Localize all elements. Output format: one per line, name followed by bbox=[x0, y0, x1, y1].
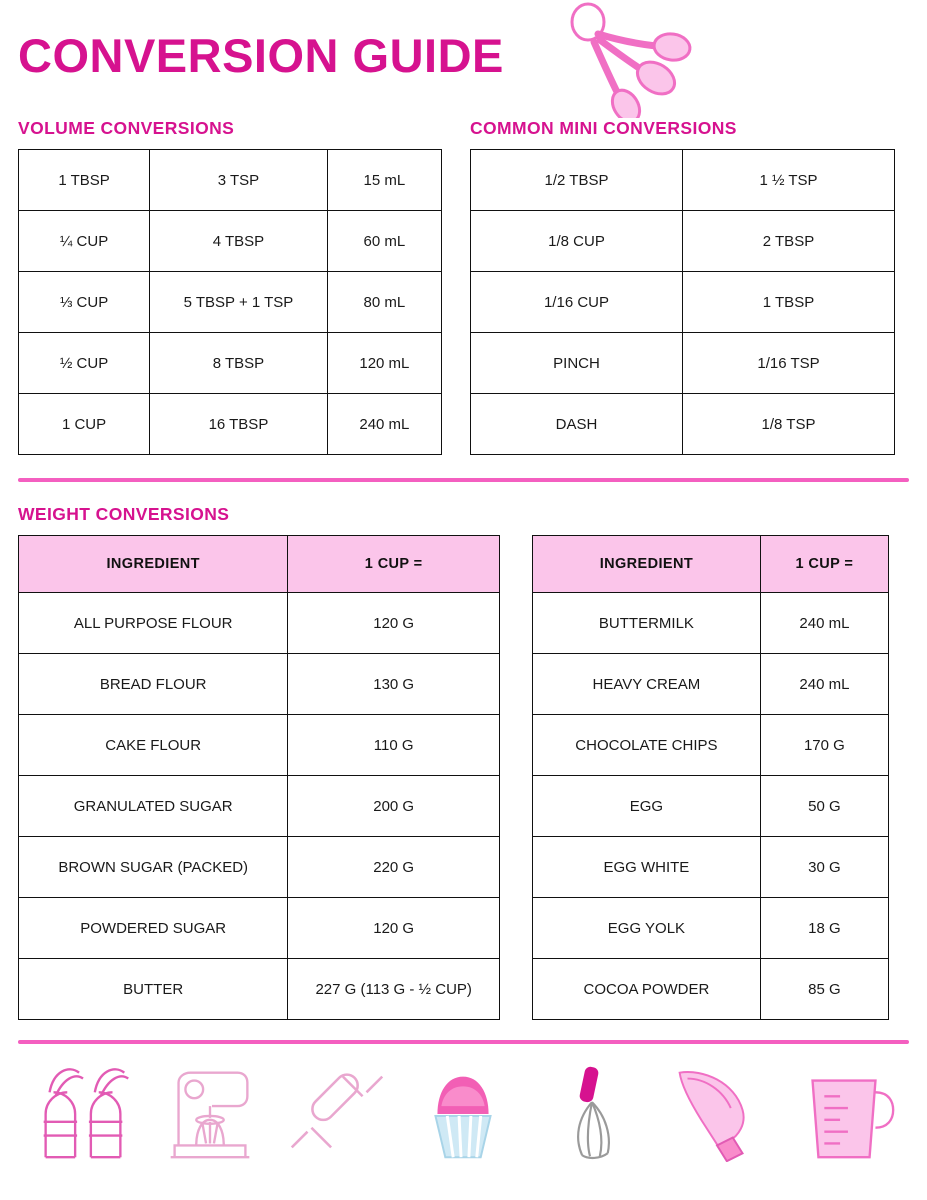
volume-conversions-table bbox=[18, 149, 442, 455]
piping-bag-icon bbox=[658, 1054, 776, 1162]
table-cell: 1 TBSP bbox=[683, 272, 895, 333]
table-row bbox=[19, 776, 500, 837]
table-cell: 4 TBSP bbox=[150, 211, 328, 272]
table-cell: COCOA POWDER bbox=[533, 959, 761, 1020]
table-row bbox=[533, 715, 889, 776]
table-row bbox=[471, 272, 895, 333]
table-row bbox=[19, 394, 442, 455]
table-cell: 220 G bbox=[288, 837, 500, 898]
table-cell: HEAVY CREAM bbox=[533, 654, 761, 715]
table-cell: 15 mL bbox=[327, 150, 441, 211]
measuring-spoons-icon bbox=[538, 0, 698, 118]
cupcake-icon bbox=[404, 1054, 522, 1162]
table-row bbox=[471, 211, 895, 272]
table-cell: EGG bbox=[533, 776, 761, 837]
table-cell: BUTTERMILK bbox=[533, 593, 761, 654]
table-row bbox=[533, 593, 889, 654]
table-cell: 1/8 CUP bbox=[471, 211, 683, 272]
column-header-ingredient: INGREDIENT bbox=[19, 536, 288, 593]
table-cell: 5 TBSP + 1 TSP bbox=[150, 272, 328, 333]
table-cell: 240 mL bbox=[760, 654, 888, 715]
table-cell: ⅓ CUP bbox=[19, 272, 150, 333]
table-row bbox=[19, 272, 442, 333]
table-cell: POWDERED SUGAR bbox=[19, 898, 288, 959]
page-header bbox=[18, 0, 909, 118]
table-cell: CAKE FLOUR bbox=[19, 715, 288, 776]
table-row bbox=[533, 776, 889, 837]
table-row bbox=[19, 654, 500, 715]
table-row bbox=[19, 150, 442, 211]
table-row bbox=[19, 898, 500, 959]
table-cell: 130 G bbox=[288, 654, 500, 715]
weight-conversions-table-left bbox=[18, 535, 500, 1020]
table-header-row bbox=[19, 536, 500, 593]
whisk-icon bbox=[531, 1054, 649, 1162]
table-cell: 227 G (113 G - ½ CUP) bbox=[288, 959, 500, 1020]
table-row bbox=[19, 211, 442, 272]
footer-icon-strip bbox=[18, 1054, 909, 1162]
table-cell: 170 G bbox=[760, 715, 888, 776]
table-cell: ALL PURPOSE FLOUR bbox=[19, 593, 288, 654]
table-cell: EGG WHITE bbox=[533, 837, 761, 898]
table-cell: 1 TBSP bbox=[19, 150, 150, 211]
table-cell: DASH bbox=[471, 394, 683, 455]
table-cell: 120 mL bbox=[327, 333, 441, 394]
footer-divider bbox=[18, 1040, 909, 1044]
table-row bbox=[19, 837, 500, 898]
volume-section-heading: VOLUME CONVERSIONS bbox=[18, 118, 235, 138]
table-row bbox=[471, 394, 895, 455]
weight-conversions-table-right bbox=[532, 535, 889, 1020]
measuring-cup-icon bbox=[785, 1054, 903, 1162]
table-cell: EGG YOLK bbox=[533, 898, 761, 959]
section-divider bbox=[18, 478, 909, 482]
table-cell: GRANULATED SUGAR bbox=[19, 776, 288, 837]
table-row bbox=[533, 898, 889, 959]
table-row bbox=[19, 593, 500, 654]
column-header-amount: 1 CUP = bbox=[760, 536, 888, 593]
table-cell: 1/2 TBSP bbox=[471, 150, 683, 211]
weight-table-right-wrapper bbox=[532, 535, 889, 1020]
table-cell: 16 TBSP bbox=[150, 394, 328, 455]
column-header-ingredient: INGREDIENT bbox=[533, 536, 761, 593]
table-row bbox=[533, 837, 889, 898]
mini-section-heading: COMMON MINI CONVERSIONS bbox=[470, 118, 737, 138]
table-cell: 50 G bbox=[760, 776, 888, 837]
table-cell: 30 G bbox=[760, 837, 888, 898]
table-row bbox=[19, 959, 500, 1020]
table-row bbox=[19, 715, 500, 776]
stand-mixer-icon bbox=[151, 1054, 269, 1162]
table-row bbox=[19, 333, 442, 394]
table-cell: 8 TBSP bbox=[150, 333, 328, 394]
table-row bbox=[471, 150, 895, 211]
table-cell: 80 mL bbox=[327, 272, 441, 333]
table-cell: 60 mL bbox=[327, 211, 441, 272]
table-cell: 1/16 TSP bbox=[683, 333, 895, 394]
table-cell: 120 G bbox=[288, 593, 500, 654]
table-row bbox=[533, 654, 889, 715]
rolling-pins-crossed-icon bbox=[24, 1054, 142, 1162]
table-cell: 1/8 TSP bbox=[683, 394, 895, 455]
table-cell: 18 G bbox=[760, 898, 888, 959]
table-cell: 2 TBSP bbox=[683, 211, 895, 272]
page-title: CONVERSION GUIDE bbox=[18, 29, 504, 82]
table-row bbox=[533, 959, 889, 1020]
table-cell: 240 mL bbox=[760, 593, 888, 654]
weight-section-heading: WEIGHT CONVERSIONS bbox=[18, 504, 230, 524]
mini-conversions-section bbox=[470, 118, 895, 455]
table-cell: 1 ½ TSP bbox=[683, 150, 895, 211]
table-cell: ½ CUP bbox=[19, 333, 150, 394]
table-cell: ¼ CUP bbox=[19, 211, 150, 272]
mini-conversions-table bbox=[470, 149, 895, 455]
table-cell: BROWN SUGAR (PACKED) bbox=[19, 837, 288, 898]
table-cell: BREAD FLOUR bbox=[19, 654, 288, 715]
table-cell: 200 G bbox=[288, 776, 500, 837]
table-header-row bbox=[533, 536, 889, 593]
weight-tables-row bbox=[18, 535, 909, 1020]
column-header-amount: 1 CUP = bbox=[288, 536, 500, 593]
table-cell: 85 G bbox=[760, 959, 888, 1020]
top-tables-row bbox=[18, 118, 909, 455]
table-cell: 120 G bbox=[288, 898, 500, 959]
volume-conversions-section bbox=[18, 118, 442, 455]
table-cell: 110 G bbox=[288, 715, 500, 776]
rolling-pin-icon bbox=[278, 1054, 396, 1162]
table-cell: 240 mL bbox=[327, 394, 441, 455]
table-cell: BUTTER bbox=[19, 959, 288, 1020]
table-cell: 1 CUP bbox=[19, 394, 150, 455]
weight-table-left-wrapper bbox=[18, 535, 500, 1020]
table-cell: CHOCOLATE CHIPS bbox=[533, 715, 761, 776]
table-cell: 3 TSP bbox=[150, 150, 328, 211]
table-row bbox=[471, 333, 895, 394]
table-cell: 1/16 CUP bbox=[471, 272, 683, 333]
table-cell: PINCH bbox=[471, 333, 683, 394]
